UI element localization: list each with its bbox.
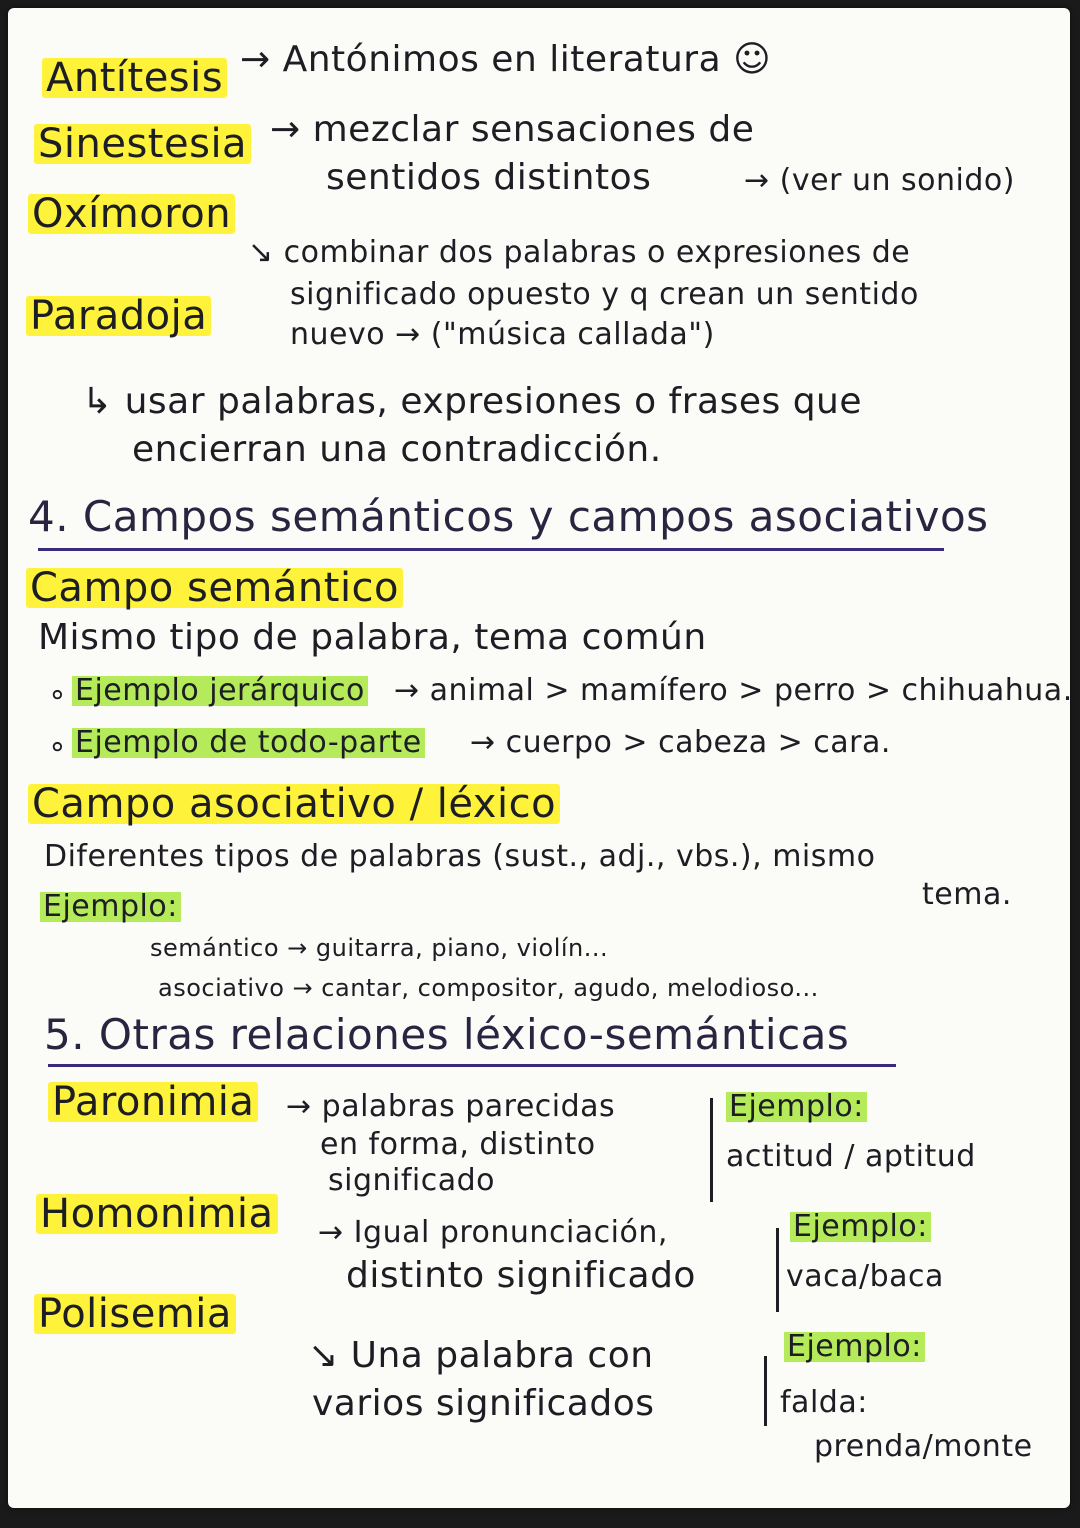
campo-asociativo-definition-line1: Diferentes tipos de palabras (sust., adj., vbs.), mismo bbox=[44, 839, 876, 874]
sinestesia-definition-line2: sentidos distintos bbox=[326, 157, 652, 198]
paradoja-term: Paradoja bbox=[26, 296, 211, 336]
sinestesia-definition-line1: → mezclar sensaciones de bbox=[270, 109, 755, 150]
section-4-underline bbox=[38, 548, 944, 551]
section-5-heading: 5. Otras relaciones léxico-semánticas bbox=[44, 1010, 850, 1059]
polisemia-term: Polisemia bbox=[34, 1294, 236, 1334]
oximoron-definition-line3: nuevo → ("música callada") bbox=[290, 317, 715, 352]
ejemplo-todo-parte-label: Ejemplo de todo-parte bbox=[72, 728, 425, 758]
paronimia-divider bbox=[710, 1098, 713, 1202]
oximoron-definition-line2: significado opuesto y q crean un sentido bbox=[290, 277, 919, 312]
ejemplo-jerarquico-text: → animal > mamífero > perro > chihuahua. bbox=[394, 673, 1073, 708]
ejemplo-semantico: semántico → guitarra, piano, violín... bbox=[150, 934, 609, 962]
bullet-icon: ∘ bbox=[48, 677, 68, 712]
polisemia-definition-line2: varios significados bbox=[312, 1383, 655, 1424]
campo-asociativo-term: Campo asociativo / léxico bbox=[28, 784, 560, 824]
ejemplo-asociativo: asociativo → cantar, compositor, agudo, melodioso... bbox=[158, 974, 819, 1002]
oximoron-term: Oxímoron bbox=[28, 194, 235, 234]
sinestesia-term: Sinestesia bbox=[34, 124, 251, 164]
paronimia-term: Paronimia bbox=[48, 1082, 258, 1122]
homonimia-definition-line1: → Igual pronunciación, bbox=[318, 1215, 668, 1250]
polisemia-example-label: Ejemplo: bbox=[784, 1332, 925, 1362]
polisemia-definition-line1: ↘ Una palabra con bbox=[308, 1335, 654, 1376]
oximoron-definition-line1: ↘ combinar dos palabras o expresiones de bbox=[248, 235, 911, 270]
paradoja-definition-line2: encierran una contradicción. bbox=[132, 429, 662, 470]
homonimia-definition-line2: distinto significado bbox=[346, 1255, 696, 1296]
section-4-heading: 4. Campos semánticos y campos asociativos bbox=[28, 492, 989, 541]
antitesis-term: Antítesis bbox=[42, 58, 227, 98]
polisemia-example-line2: prenda/monte bbox=[814, 1429, 1033, 1464]
section-5-underline bbox=[48, 1064, 896, 1067]
campo-semantico-term: Campo semántico bbox=[26, 568, 403, 608]
paronimia-definition-line1: → palabras parecidas bbox=[286, 1089, 616, 1124]
polisemia-divider bbox=[764, 1356, 767, 1426]
sinestesia-example: → (ver un sonido) bbox=[744, 163, 1015, 198]
ejemplo-jerarquico-label: Ejemplo jerárquico bbox=[72, 676, 368, 706]
homonimia-example-label: Ejemplo: bbox=[790, 1212, 931, 1242]
paronimia-example: actitud / aptitud bbox=[726, 1139, 976, 1174]
campo-semantico-definition: Mismo tipo de palabra, tema común bbox=[38, 617, 707, 658]
campo-asociativo-definition-line2: tema. bbox=[922, 877, 1012, 912]
notebook-page bbox=[8, 8, 1073, 1508]
paronimia-definition-line2: en forma, distinto bbox=[320, 1127, 596, 1162]
bullet-icon: ∘ bbox=[48, 729, 68, 764]
polisemia-example-line1: falda: bbox=[780, 1385, 868, 1420]
ejemplo-label: Ejemplo: bbox=[40, 892, 181, 922]
homonimia-divider bbox=[776, 1228, 779, 1312]
paronimia-example-label: Ejemplo: bbox=[726, 1092, 867, 1122]
homonimia-example: vaca/baca bbox=[786, 1259, 944, 1294]
homonimia-term: Homonimia bbox=[36, 1194, 278, 1234]
antitesis-definition: → Antónimos en literatura ☺ bbox=[240, 39, 772, 80]
ejemplo-todo-parte-text: → cuerpo > cabeza > cara. bbox=[470, 725, 891, 760]
paronimia-definition-line3: significado bbox=[328, 1163, 496, 1198]
paradoja-definition-line1: ↳ usar palabras, expresiones o frases que bbox=[82, 381, 863, 422]
